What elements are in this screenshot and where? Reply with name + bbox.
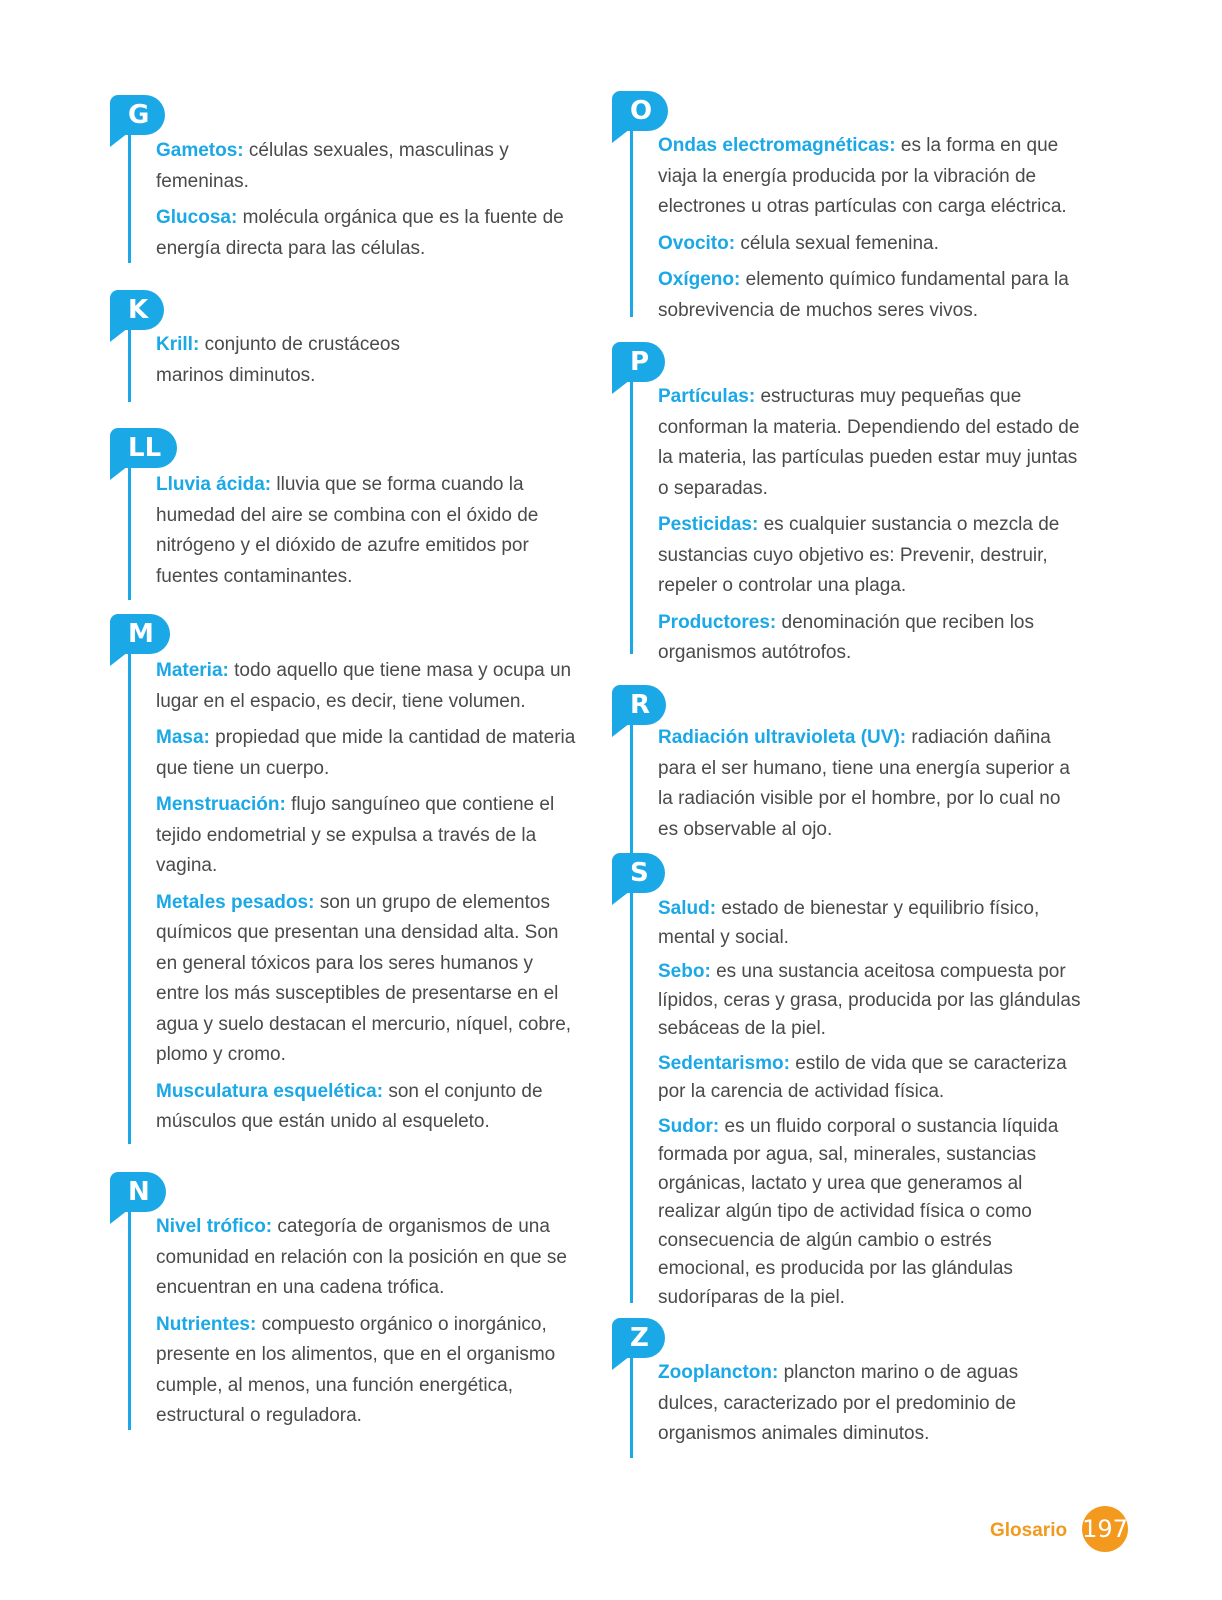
entry-definition: es un fluido corporal o sustancia líquida formada por agua, sal, minerales, sustancias orgánicas, lactato y urea que generamos al realizar algún tipo de actividad física o como consecuencia de algún cambio o estrés emocional, es producida por las glándulas sudoríparas de la piel. <box>658 1115 1059 1308</box>
letter-badge: Z <box>612 1318 665 1358</box>
entry-definition: es cualquier sustancia o mezcla de sustancias cuyo objetivo es: Prevenir, destruir, repeler o controlar una plaga. <box>658 514 1060 596</box>
entry-definition: son el conjunto de músculos que están unido al esqueleto. <box>156 1080 543 1132</box>
entry-term: Sebo: <box>658 961 711 982</box>
entry-term: Glucosa: <box>156 207 238 228</box>
glossary-entry <box>658 723 1083 845</box>
entry-definition: es una sustancia aceitosa compuesta por lípidos, ceras y grasa, producida por las glándulas sebáceas de la piel. <box>658 961 1081 1039</box>
glossary-entry <box>156 470 576 592</box>
glossary-entry <box>156 1212 576 1304</box>
glossary-entry <box>658 265 1083 326</box>
section-line <box>630 1358 633 1458</box>
letter-badge: LL <box>110 428 177 468</box>
entry-definition: es la forma en que viaja la energía producida por la vibración de electrones u otras partículas con carga eléctrica. <box>658 135 1067 217</box>
glossary-entry <box>658 958 1083 1044</box>
entry-list <box>658 382 1083 675</box>
entry-term: Pesticidas: <box>658 514 759 535</box>
glossary-entry <box>658 229 1083 260</box>
entry-definition: todo aquello que tiene masa y ocupa un lugar en el espacio, es decir, tiene volumen. <box>156 660 572 712</box>
letter-badge: M <box>110 614 170 654</box>
glossary-entry <box>156 330 456 391</box>
entry-list <box>658 723 1083 851</box>
glossary-entry <box>658 510 1083 602</box>
glossary-entry <box>156 203 576 264</box>
entry-definition: estilo de vida que se caracteriza por la carencia de actividad física. <box>658 1052 1067 1102</box>
section-line <box>128 330 131 402</box>
entry-term: Ovocito: <box>658 232 736 254</box>
section-line <box>630 893 633 1303</box>
entry-definition: molécula orgánica que es la fuente de energía directa para las células. <box>156 207 564 259</box>
section-line <box>128 1212 131 1430</box>
entry-list <box>658 131 1083 332</box>
letter-badge: N <box>110 1172 166 1212</box>
entry-definition: lluvia que se forma cuando la humedad del aire se combina con el óxido de nitrógeno y el dióxido de azufre emitidos por fuentes contaminantes. <box>156 474 539 587</box>
entry-list <box>156 136 576 270</box>
glossary-entry <box>658 131 1083 223</box>
entry-definition: conjunto de crustáceos marinos diminutos. <box>156 334 400 386</box>
glossary-entry <box>658 382 1083 504</box>
entry-definition: estado de bienestar y equilibrio físico, mental y social. <box>658 898 1040 948</box>
entry-term: Masa: <box>156 727 210 748</box>
entry-definition: denominación que reciben los organismos autótrofos. <box>658 611 1034 663</box>
entry-term: Materia: <box>156 660 229 681</box>
entry-definition: categoría de organismos de una comunidad en relación con la posición en que se encuentran en una cadena trófica. <box>156 1216 567 1298</box>
entry-term: Menstruación: <box>156 794 286 815</box>
entry-term: Radiación ultravioleta (UV): <box>658 727 907 748</box>
letter-badge: S <box>612 853 665 893</box>
entry-definition: radiación dañina para el ser humano, tiene una energía superior a la radiación visible por el hombre, por lo cual no es observable al ojo. <box>658 727 1070 840</box>
letter-badge: R <box>612 685 666 725</box>
entry-term: Sudor: <box>658 1115 720 1137</box>
section-line <box>128 654 131 1144</box>
letter-badge: P <box>612 342 665 382</box>
entry-list <box>658 1358 1083 1456</box>
entry-term: Gametos: <box>156 140 244 161</box>
entry-list <box>658 895 1083 1318</box>
section-line <box>630 725 633 855</box>
letter-badge: G <box>110 95 165 135</box>
entry-term: Nivel trófico: <box>156 1216 273 1237</box>
glossary-entry <box>658 1358 1083 1450</box>
glossary-entry <box>156 136 576 197</box>
entry-list <box>156 656 576 1144</box>
section-line <box>128 468 131 600</box>
entry-definition: célula sexual femenina. <box>740 232 939 254</box>
glossary-entry <box>156 1310 576 1432</box>
entry-term: Salud: <box>658 898 717 919</box>
entry-term: Krill: <box>156 334 200 355</box>
entry-list <box>156 330 456 397</box>
entry-term: Metales pesados: <box>156 891 315 913</box>
entry-term: Nutrientes: <box>156 1313 257 1335</box>
glossary-entry <box>156 888 576 1071</box>
entry-term: Zooplancton: <box>658 1362 779 1383</box>
entry-term: Ondas electromagnéticas: <box>658 135 896 156</box>
letter-badge: K <box>110 290 164 330</box>
entry-term: Partículas: <box>658 386 756 407</box>
entry-list <box>156 470 576 598</box>
entry-definition: elemento químico fundamental para la sobrevivencia de muchos seres vivos. <box>658 269 1069 321</box>
letter-badge: O <box>612 91 668 131</box>
entry-term: Musculatura esquelética: <box>156 1080 384 1102</box>
glossary-entry <box>156 1077 576 1138</box>
glossary-entry <box>156 656 576 717</box>
footer-section-label: Glosario <box>990 1520 1068 1541</box>
entry-definition: compuesto orgánico o inorgánico, presente en los alimentos, que en el organismo cumple, al menos, una función energética, estructural o reguladora. <box>156 1313 556 1426</box>
entry-definition: estructuras muy pequeñas que conforman la materia. Dependiendo del estado de la materia, las partículas pueden estar muy juntas o separadas. <box>658 386 1080 499</box>
entry-term: Sedentarismo: <box>658 1052 790 1074</box>
entry-definition: flujo sanguíneo que contiene el tejido endometrial y se expulsa a través de la vagina. <box>156 794 555 876</box>
glossary-entry <box>658 1050 1083 1107</box>
entry-definition: plancton marino o de aguas dulces, caracterizado por el predominio de organismos animales diminutos. <box>658 1362 1019 1444</box>
entry-definition: son un grupo de elementos químicos que presentan una densidad alta. Son en general tóxicos para los seres humanos y entre los más susceptibles de presentarse en el agua y suelo destacan el mercurio, níquel, cobre, plomo y cromo. <box>156 891 572 1065</box>
entry-term: Lluvia ácida: <box>156 474 272 495</box>
glossary-entry <box>156 790 576 882</box>
entry-definition: propiedad que mide la cantidad de materia que tiene un cuerpo. <box>156 727 576 779</box>
entry-term: Oxígeno: <box>658 269 741 290</box>
section-line <box>128 135 131 263</box>
glossary-entry <box>156 723 576 784</box>
page-number: 197 <box>1082 1506 1128 1552</box>
glossary-entry <box>658 895 1083 952</box>
entry-definition: células sexuales, masculinas y femeninas. <box>156 140 509 192</box>
glossary-entry <box>658 1113 1083 1313</box>
glossary-entry <box>658 608 1083 669</box>
section-line <box>630 382 633 654</box>
entry-term: Productores: <box>658 611 777 633</box>
section-line <box>630 131 633 317</box>
entry-list <box>156 1212 576 1438</box>
